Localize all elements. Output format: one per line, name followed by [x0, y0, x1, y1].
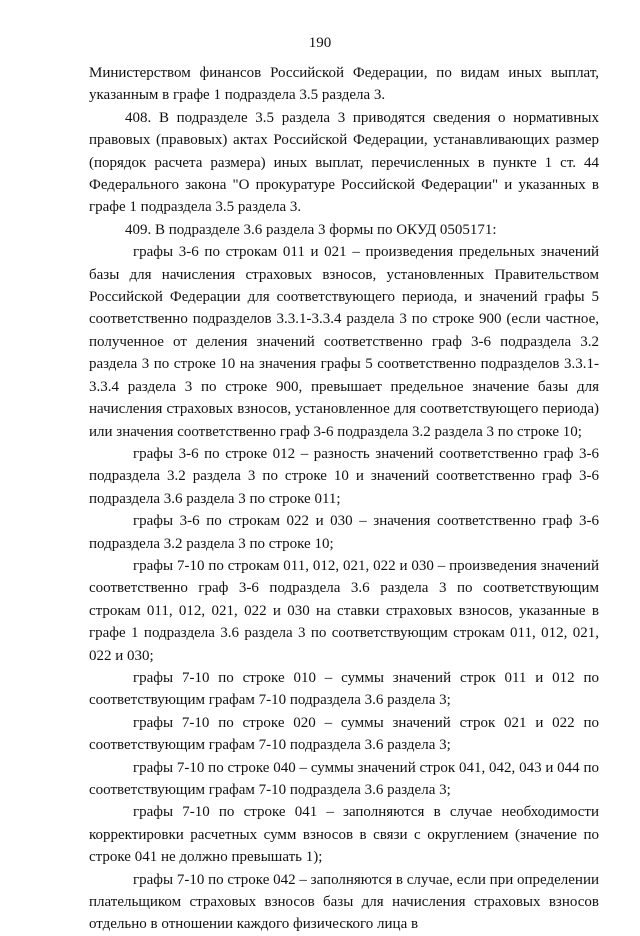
subparagraph-columns-7-10-rates: графы 7-10 по строкам 011, 012, 021, 022 и 030 – произведения значений соответственно граф 3-6 подраздела 3.6 раздела 3 по соответствующим строкам 011, 012, 021, 022 и 030 на ставки страховых взносов, указанные в графе 1 подраздела 3.6 раздела 3 по соответствующим строкам 011, 012, 021, 022 и 030;	[89, 557, 599, 664]
subparagraph-row-020: графы 7-10 по строке 020 – суммы значений строк 021 и 022 по соответствующим графам 7-10 подраздела 3.6 раздела 3;	[89, 714, 599, 754]
subparagraph-row-010: графы 7-10 по строке 010 – суммы значений строк 011 и 012 по соответствующим графам 7-10 подраздела 3.6 раздела 3;	[89, 669, 599, 709]
subparagraph-rows-022-030: графы 3-6 по строкам 022 и 030 – значения соответственно граф 3-6 подраздела 3.2 раздела 3 по строке 10;	[89, 513, 599, 552]
subparagraph-row-040: графы 7-10 по строке 040 – суммы значений строк 041, 042, 043 и 044 по соответствующим графам 7-10 подраздела 3.6 раздела 3;	[89, 759, 599, 798]
subparagraph-row-012: графы 3-6 по строке 012 – разность значений соответственно граф 3-6 подраздела 3.2 раздела 3 по строке 10 и значений соответственно граф 3-6 подраздела 3.6 раздела 3 по строке 011;	[89, 445, 599, 507]
document-body	[89, 62, 599, 936]
page-number: 190	[308, 35, 332, 51]
paragraph-408: 408. В подразделе 3.5 раздела 3 приводятся сведения о нормативных правовых (правовых) актах Российской Федерации, устанавливающих размер (порядок расчета размера) иных выплат, перечисленных в пункте 1 ст. 44 Федерального закона "О прокуратуре Российской Федерации" и указанных в графе 1 подраздела 3.5 раздела 3.	[89, 109, 599, 216]
paragraph-409: 409. В подразделе 3.6 раздела 3 формы по ОКУД 0505171:	[125, 221, 497, 238]
subparagraph-row-041: графы 7-10 по строке 041 – заполняются в случае необходимости корректировки расчетных сумм взносов в связи с округлением (значение по строке 041 не должно превышать 1);	[89, 804, 599, 866]
subparagraph-rows-011-021: графы 3-6 по строкам 011 и 021 – произведения предельных значений базы для начисления страховых взносов, установленных Правительством Российской Федерации для соответствующего периода, и значений графы 5 соответственно подразделов 3.3.1-3.3.4 раздела 3 по строке 900 (если частное, полученное от деления значений соответственно граф 3-6 подраздела 3.2 раздела 3 по строке 10 на значения графы 5 соответственно подразделов 3.3.1-3.3.4 раздела 3 по строке 900, превышает предельное значение базы для начисления страховых взносов, установленное для соответствующего периода) или значения соответственно граф 3-6 подраздела 3.2 раздела 3 по строке 10;	[89, 244, 599, 440]
paragraph-continuation: Министерством финансов Российской Федерации, по видам иных выплат, указанным в графе 1 подраздела 3.5 раздела 3.	[89, 65, 599, 104]
subparagraph-row-042: графы 7-10 по строке 042 – заполняются в случае, если при определении плательщиком страховых взносов базы для начисления страховых взносов отдельно в отношении каждого физического лица в	[89, 871, 599, 933]
